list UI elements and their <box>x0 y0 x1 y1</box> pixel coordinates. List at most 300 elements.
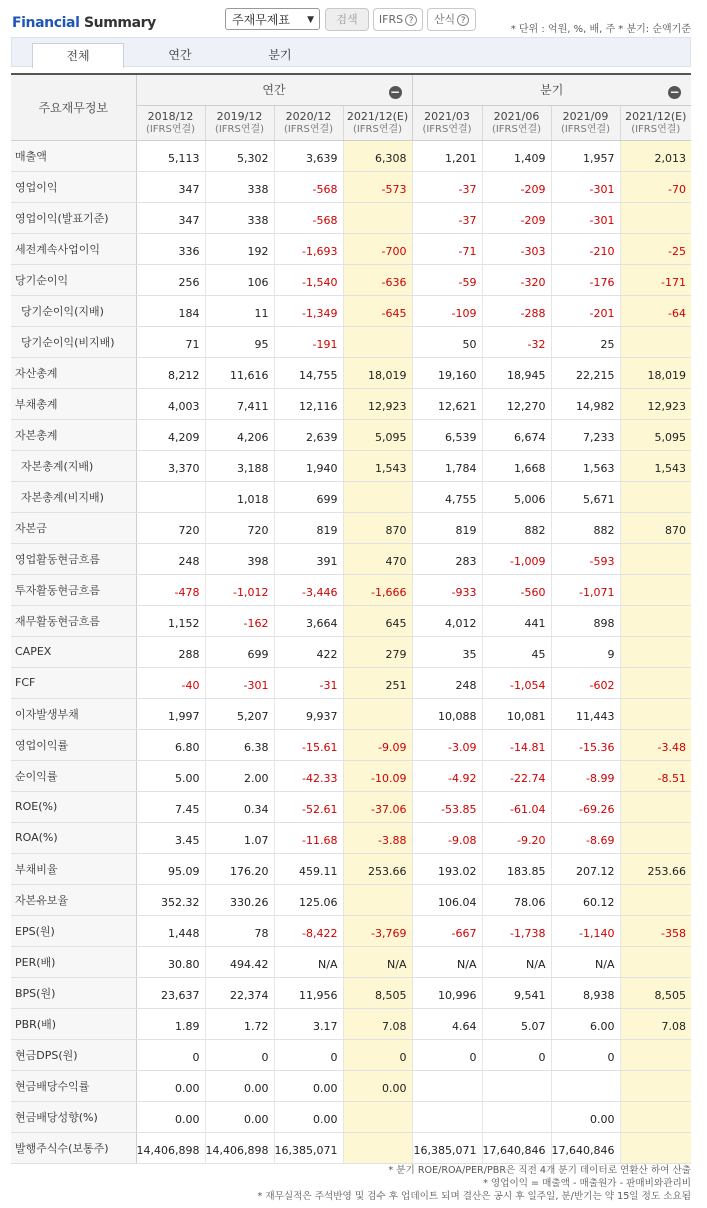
table-cell: -3.48 <box>620 729 691 760</box>
table-row <box>11 791 691 822</box>
table-cell: -162 <box>205 605 274 636</box>
table-row <box>11 574 691 605</box>
table-row <box>11 357 691 388</box>
table-body <box>11 140 691 1163</box>
period-header <box>274 105 343 140</box>
table-cell: 338 <box>205 202 274 233</box>
table-cell <box>343 202 412 233</box>
table-cell: 12,270 <box>482 388 551 419</box>
table-cell: 125.06 <box>274 884 343 915</box>
table-cell: 4,206 <box>205 419 274 450</box>
period-header <box>620 105 691 140</box>
table-cell: 7.08 <box>620 1008 691 1039</box>
table-cell: N/A <box>412 946 482 977</box>
row-label: BPS(원) <box>11 977 136 1008</box>
table-cell: 3.45 <box>136 822 205 853</box>
row-label: 자본유보율 <box>11 884 136 915</box>
table-cell: N/A <box>274 946 343 977</box>
table-row <box>11 1008 691 1039</box>
table-cell: -303 <box>482 233 551 264</box>
table-cell <box>620 481 691 512</box>
row-label: 순이익률 <box>11 760 136 791</box>
table-cell: 2.00 <box>205 760 274 791</box>
table-cell: 882 <box>551 512 620 543</box>
table-cell: 6.38 <box>205 729 274 760</box>
unit-note: * 단위 : 억원, %, 배, 주 * 분기: 순액기준 <box>510 24 691 35</box>
table-cell: -1,054 <box>482 667 551 698</box>
table-cell: 1,957 <box>551 140 620 171</box>
table-cell: 7.08 <box>343 1008 412 1039</box>
table-cell: -8.69 <box>551 822 620 853</box>
table-cell: 0.00 <box>551 1101 620 1132</box>
table-cell <box>412 1101 482 1132</box>
table-cell: -37 <box>412 202 482 233</box>
table-cell: 819 <box>274 512 343 543</box>
period-label: 2021/12(E) <box>346 109 409 123</box>
table-cell: -3,769 <box>343 915 412 946</box>
table-cell: -171 <box>620 264 691 295</box>
table-cell: 6,308 <box>343 140 412 171</box>
table-cell: -667 <box>412 915 482 946</box>
row-label: PER(배) <box>11 946 136 977</box>
table-cell: -645 <box>343 295 412 326</box>
ifrs-help-button[interactable] <box>373 8 423 31</box>
table-cell: 0 <box>136 1039 205 1070</box>
table-cell: 391 <box>274 543 343 574</box>
table-cell: 6,539 <box>412 419 482 450</box>
quarter-group-header <box>412 74 691 105</box>
table-cell: 17,640,846 <box>551 1132 620 1163</box>
table-cell: -288 <box>482 295 551 326</box>
table-cell: 3,370 <box>136 450 205 481</box>
table-cell: 494.42 <box>205 946 274 977</box>
table-cell: 1.72 <box>205 1008 274 1039</box>
table-row <box>11 450 691 481</box>
table-cell: -8.99 <box>551 760 620 791</box>
table-cell: -37.06 <box>343 791 412 822</box>
footnote: * 재무실적은 주석반영 및 검수 후 업데이트 되며 결산은 공시 후 일주일, 분/반기는 약 15일 정도 소요됨 <box>257 1191 691 1202</box>
report-type-value: 주재무제표 <box>232 13 290 27</box>
table-cell: 251 <box>343 667 412 698</box>
table-cell: 699 <box>205 636 274 667</box>
widget-title-part1: Financial <box>12 15 80 31</box>
table-cell: 347 <box>136 171 205 202</box>
period-label: 2021/03 <box>424 109 470 123</box>
table-cell: -70 <box>620 171 691 202</box>
table-cell: 18,019 <box>343 357 412 388</box>
period-basis: (IFRS연결) <box>352 123 403 135</box>
table-cell: 12,621 <box>412 388 482 419</box>
footnote: * 영업이익 = 매출액 - 매출원가 - 판매비와관리비 <box>483 1178 691 1189</box>
table-cell: 1,668 <box>482 450 551 481</box>
row-label: 투자활동현금흐름 <box>11 574 136 605</box>
table-cell: -593 <box>551 543 620 574</box>
table-cell: 11,616 <box>205 357 274 388</box>
table-cell: -9.08 <box>412 822 482 853</box>
period-basis: (IFRS연결) <box>283 123 334 135</box>
table-cell: -568 <box>274 171 343 202</box>
table-cell: 256 <box>136 264 205 295</box>
table-cell: 95.09 <box>136 853 205 884</box>
table-cell: 3,664 <box>274 605 343 636</box>
table-cell: -209 <box>482 171 551 202</box>
table-cell: -1,071 <box>551 574 620 605</box>
row-label: ROE(%) <box>11 791 136 822</box>
table-cell: 11 <box>205 295 274 326</box>
table-cell: 60.12 <box>551 884 620 915</box>
period-basis: (IFRS연결) <box>560 123 611 135</box>
table-cell: 422 <box>274 636 343 667</box>
row-label: 당기순이익(비지배) <box>11 326 136 357</box>
row-label: 당기순이익(지배) <box>11 295 136 326</box>
row-label: 영업이익(발표기준) <box>11 202 136 233</box>
report-type-select[interactable] <box>225 8 320 30</box>
table-cell: 1,448 <box>136 915 205 946</box>
table-cell: -14.81 <box>482 729 551 760</box>
row-label: 현금배당성향(%) <box>11 1101 136 1132</box>
table-row <box>11 481 691 512</box>
table-cell: -1,140 <box>551 915 620 946</box>
table-cell <box>412 1070 482 1101</box>
table-cell: -301 <box>205 667 274 698</box>
search-button[interactable]: 검색 <box>325 8 369 31</box>
table-cell: 4,209 <box>136 419 205 450</box>
table-cell: -59 <box>412 264 482 295</box>
top-bar <box>0 0 707 40</box>
table-cell: 459.11 <box>274 853 343 884</box>
table-cell: -1,738 <box>482 915 551 946</box>
table-row <box>11 326 691 357</box>
table-cell: 35 <box>412 636 482 667</box>
row-label: 자산총계 <box>11 357 136 388</box>
table-cell: -358 <box>620 915 691 946</box>
table-cell <box>620 1132 691 1163</box>
period-label: 2018/12 <box>147 109 194 123</box>
row-header-label: 주요재무정보 <box>11 74 136 140</box>
table-cell: -210 <box>551 233 620 264</box>
table-cell: -25 <box>620 233 691 264</box>
table-cell: 0.00 <box>343 1070 412 1101</box>
table-cell: 50 <box>412 326 482 357</box>
table-cell: -700 <box>343 233 412 264</box>
table-cell <box>620 1039 691 1070</box>
table-cell: 6,674 <box>482 419 551 450</box>
table-cell: 30.80 <box>136 946 205 977</box>
table-cell: 78.06 <box>482 884 551 915</box>
period-basis: (IFRS연결) <box>214 123 265 135</box>
table-cell: 176.20 <box>205 853 274 884</box>
table-cell: 22,374 <box>205 977 274 1008</box>
table-cell: -478 <box>136 574 205 605</box>
collapse-quarter-icon[interactable]: − <box>669 85 680 99</box>
table-row <box>11 946 691 977</box>
chevron-down-icon: ▼ <box>307 15 314 25</box>
table-cell: 0 <box>482 1039 551 1070</box>
table-cell: 870 <box>620 512 691 543</box>
table-row <box>11 636 691 667</box>
table-cell: 253.66 <box>343 853 412 884</box>
table-cell: 279 <box>343 636 412 667</box>
table-cell: 0.34 <box>205 791 274 822</box>
table-cell: 330.26 <box>205 884 274 915</box>
table-cell: -37 <box>412 171 482 202</box>
table-cell: 207.12 <box>551 853 620 884</box>
tab-annual[interactable]: 연간 <box>168 48 192 62</box>
table-cell: 336 <box>136 233 205 264</box>
table-cell: -3.09 <box>412 729 482 760</box>
table-cell: -1,540 <box>274 264 343 295</box>
table-cell: -560 <box>482 574 551 605</box>
table-cell: 0 <box>551 1039 620 1070</box>
table-cell: 4.64 <box>412 1008 482 1039</box>
table-cell: -52.61 <box>274 791 343 822</box>
table-cell: 3,639 <box>274 140 343 171</box>
table-cell: 253.66 <box>620 853 691 884</box>
help-icon: ? <box>457 14 469 26</box>
row-label: 세전계속사업이익 <box>11 233 136 264</box>
table-cell: 898 <box>551 605 620 636</box>
table-cell: 5,095 <box>343 419 412 450</box>
table-cell: 6.80 <box>136 729 205 760</box>
table-cell: 3,188 <box>205 450 274 481</box>
table-cell: 10,088 <box>412 698 482 729</box>
table-cell: 9,937 <box>274 698 343 729</box>
table-cell: 6.00 <box>551 1008 620 1039</box>
table-cell: 7,411 <box>205 388 274 419</box>
table-cell: 183.85 <box>482 853 551 884</box>
table-cell: -8,422 <box>274 915 343 946</box>
table-cell: -40 <box>136 667 205 698</box>
table-row <box>11 698 691 729</box>
table-cell: 7,233 <box>551 419 620 450</box>
table-cell: 17,640,846 <box>482 1132 551 1163</box>
table-cell: -636 <box>343 264 412 295</box>
ifrs-label: IFRS <box>378 13 404 26</box>
table-cell: 819 <box>412 512 482 543</box>
table-cell: N/A <box>343 946 412 977</box>
table-row <box>11 419 691 450</box>
row-label: 영업활동현금흐름 <box>11 543 136 574</box>
table-cell <box>482 1101 551 1132</box>
table-cell: 0.00 <box>274 1101 343 1132</box>
table-cell: 14,406,898 <box>136 1132 205 1163</box>
table-cell <box>620 636 691 667</box>
table-cell <box>620 543 691 574</box>
table-cell <box>620 884 691 915</box>
table-cell: 184 <box>136 295 205 326</box>
table-row <box>11 729 691 760</box>
row-label: 이자발생부채 <box>11 698 136 729</box>
table-cell: 4,003 <box>136 388 205 419</box>
table-cell: 8,938 <box>551 977 620 1008</box>
table-row <box>11 605 691 636</box>
table-cell: 0 <box>205 1039 274 1070</box>
table-cell <box>620 605 691 636</box>
table-cell: 1,543 <box>343 450 412 481</box>
table-cell: 1.89 <box>136 1008 205 1039</box>
table-cell: 720 <box>205 512 274 543</box>
table-cell: 2,639 <box>274 419 343 450</box>
table-cell <box>620 791 691 822</box>
table-cell: -573 <box>343 171 412 202</box>
table-cell: 1,563 <box>551 450 620 481</box>
table-cell: -11.68 <box>274 822 343 853</box>
table-cell: -31 <box>274 667 343 698</box>
table-cell: 23,637 <box>136 977 205 1008</box>
period-basis: (IFRS연결) <box>631 123 681 135</box>
table-row <box>11 388 691 419</box>
table-row <box>11 822 691 853</box>
table-cell: 14,755 <box>274 357 343 388</box>
table-cell: 5,113 <box>136 140 205 171</box>
table-cell: -22.74 <box>482 760 551 791</box>
table-cell <box>343 326 412 357</box>
row-label: 영업이익률 <box>11 729 136 760</box>
table-cell: 12,116 <box>274 388 343 419</box>
table-cell: -15.61 <box>274 729 343 760</box>
table-cell: 441 <box>482 605 551 636</box>
collapse-annual-icon[interactable]: − <box>389 85 401 99</box>
table-cell: 1.07 <box>205 822 274 853</box>
table-cell: -568 <box>274 202 343 233</box>
row-label: 부채총계 <box>11 388 136 419</box>
period-header <box>205 105 274 140</box>
table-cell: 0 <box>412 1039 482 1070</box>
row-label: 자본금 <box>11 512 136 543</box>
table-cell <box>136 481 205 512</box>
table-cell: 870 <box>343 512 412 543</box>
table-cell: N/A <box>482 946 551 977</box>
widget-title-part2: Summary <box>83 15 156 31</box>
table-cell: -8.51 <box>620 760 691 791</box>
period-header <box>551 105 620 140</box>
row-label: FCF <box>11 667 136 698</box>
table-row <box>11 1132 691 1163</box>
tab-quarterly[interactable]: 분기 <box>268 48 292 62</box>
period-header <box>412 105 482 140</box>
period-label: 2021/12(E) <box>625 109 687 123</box>
help-icon: ? <box>405 14 417 26</box>
tab-all[interactable]: 전체 <box>32 43 124 68</box>
row-label: 현금DPS(원) <box>11 1039 136 1070</box>
table-cell: 1,018 <box>205 481 274 512</box>
table-cell: 283 <box>412 543 482 574</box>
table-row <box>11 233 691 264</box>
table-cell <box>620 574 691 605</box>
table-row <box>11 1070 691 1101</box>
row-label: 자본총계(지배) <box>11 450 136 481</box>
table-cell: 5.07 <box>482 1008 551 1039</box>
table-cell: 106 <box>205 264 274 295</box>
table-cell: -176 <box>551 264 620 295</box>
table-cell: 1,409 <box>482 140 551 171</box>
table-cell: 1,997 <box>136 698 205 729</box>
table-cell: -71 <box>412 233 482 264</box>
row-label: 부채비율 <box>11 853 136 884</box>
table-row <box>11 977 691 1008</box>
table-cell: -1,693 <box>274 233 343 264</box>
table-cell: 16,385,071 <box>274 1132 343 1163</box>
table-cell: 0.00 <box>136 1070 205 1101</box>
table-cell: -4.92 <box>412 760 482 791</box>
period-tabs <box>11 37 691 67</box>
table-cell: 699 <box>274 481 343 512</box>
table-cell: -209 <box>482 202 551 233</box>
row-label: 현금배당수익률 <box>11 1070 136 1101</box>
table-row <box>11 171 691 202</box>
financial-summary-table <box>11 73 691 1164</box>
table-cell <box>620 698 691 729</box>
table-cell: 5,095 <box>620 419 691 450</box>
period-basis: (IFRS연결) <box>491 123 542 135</box>
table-row <box>11 884 691 915</box>
table-cell: 71 <box>136 326 205 357</box>
table-cell: 9,541 <box>482 977 551 1008</box>
table-cell: 11,956 <box>274 977 343 1008</box>
table-cell: 5,671 <box>551 481 620 512</box>
row-label: 발행주식수(보통주) <box>11 1132 136 1163</box>
table-cell: 352.32 <box>136 884 205 915</box>
table-cell: 1,152 <box>136 605 205 636</box>
table-cell: 78 <box>205 915 274 946</box>
table-cell: -602 <box>551 667 620 698</box>
period-header <box>343 105 412 140</box>
table-cell <box>343 481 412 512</box>
table-cell: -3.88 <box>343 822 412 853</box>
table-cell: -191 <box>274 326 343 357</box>
row-label: CAPEX <box>11 636 136 667</box>
table-cell: 7.45 <box>136 791 205 822</box>
table-cell: 0.00 <box>274 1070 343 1101</box>
table-cell: -301 <box>551 171 620 202</box>
table-cell: 5,207 <box>205 698 274 729</box>
table-cell: -10.09 <box>343 760 412 791</box>
table-cell <box>620 1070 691 1101</box>
table-cell: 45 <box>482 636 551 667</box>
period-label: 2020/12 <box>285 109 332 123</box>
table-cell: 95 <box>205 326 274 357</box>
table-row <box>11 543 691 574</box>
table-cell: -201 <box>551 295 620 326</box>
table-cell: 25 <box>551 326 620 357</box>
formula-label: 산식 <box>433 13 456 26</box>
table-cell: 5,302 <box>205 140 274 171</box>
table-cell: 8,505 <box>620 977 691 1008</box>
table-cell <box>343 1132 412 1163</box>
table-cell: 12,923 <box>343 388 412 419</box>
table-cell: 18,019 <box>620 357 691 388</box>
table-cell: 12,923 <box>620 388 691 419</box>
table-cell: -15.36 <box>551 729 620 760</box>
period-basis: (IFRS연결) <box>145 123 196 135</box>
footnote: * 분기 ROE/ROA/PER/PBR은 직전 4개 분기 데이터로 연환산 하여 산출 <box>388 1165 691 1176</box>
table-cell <box>551 1070 620 1101</box>
table-cell: 0 <box>343 1039 412 1070</box>
table-cell: -933 <box>412 574 482 605</box>
row-label: 당기순이익 <box>11 264 136 295</box>
table-cell: 720 <box>136 512 205 543</box>
table-cell: 398 <box>205 543 274 574</box>
table-cell <box>620 326 691 357</box>
formula-help-button[interactable] <box>427 8 476 31</box>
period-header <box>482 105 551 140</box>
table-row <box>11 264 691 295</box>
row-label: ROA(%) <box>11 822 136 853</box>
table-row <box>11 1101 691 1132</box>
table-cell <box>343 698 412 729</box>
period-basis: (IFRS연결) <box>422 123 472 135</box>
table-cell: 14,406,898 <box>205 1132 274 1163</box>
